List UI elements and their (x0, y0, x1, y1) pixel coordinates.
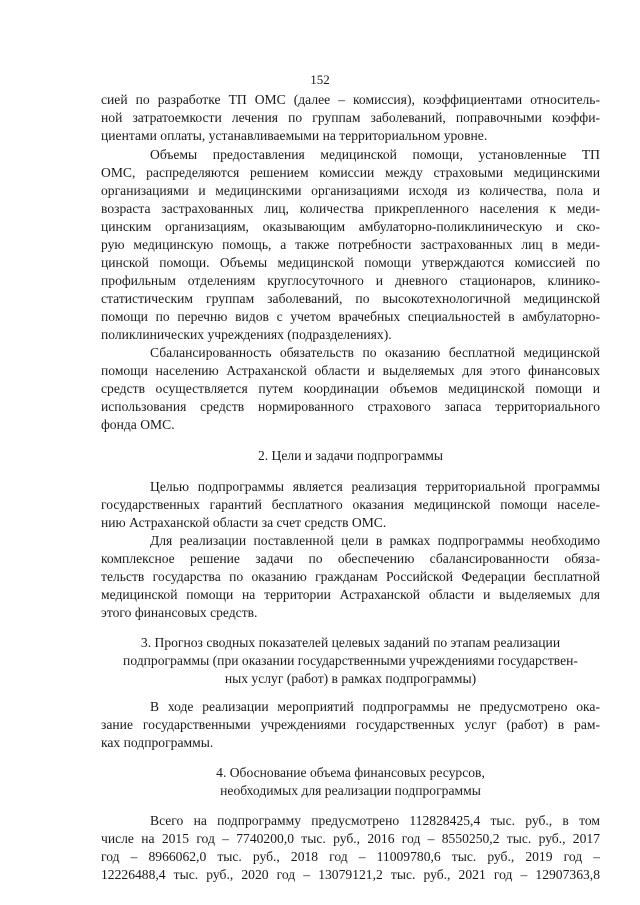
paragraph-line: комплексное решение задачи по обеспечению сбалансированности обяза- (101, 551, 600, 566)
section-heading: подпрограммы (при оказании государственными учреждениями государствен- (123, 653, 578, 668)
paragraph-line: Для реализации поставленной цели в рамках подпрограммы необходимо (150, 533, 600, 548)
paragraph-line: средств осуществляется путем координации объемов медицинской помощи и (101, 381, 600, 396)
paragraph-line: медицинской помощи на территории Астраханской области и выделяемых для (101, 587, 600, 602)
paragraph-line: числе на 2015 год – 7740200,0 тыс. руб., 2016 год – 8550250,2 тыс. руб., 2017 (101, 831, 600, 846)
paragraph-line: циентами оплаты, устанавливаемыми на территориальном уровне. (101, 128, 488, 143)
paragraph-line: помощи по перечню видов с учетом врачебных специальностей в амбулаторно- (101, 309, 600, 324)
section-heading: 4. Обоснование объема финансовых ресурсов, (216, 765, 485, 780)
paragraph-line: Целью подпрограммы является реализация территориальной программы (150, 479, 600, 494)
paragraph-line: зание государственными учреждениями государственных услуг (работ) в рам- (101, 717, 600, 732)
paragraph-line: Объемы предоставления медицинской помощи, установленные ТП (150, 147, 600, 162)
section-heading: 2. Цели и задачи подпрограммы (257, 448, 444, 463)
paragraph-line: ках подпрограммы. (101, 735, 214, 750)
paragraph-line: статистическим группам заболеваний, по высокотехнологичной медицинской (101, 291, 600, 306)
paragraph-line: В ходе реализации мероприятий подпрограммы не предусмотрено ока- (150, 699, 600, 714)
paragraph-line: поликлинических учреждениях (подразделениях). (101, 327, 392, 342)
page-number: 152 (310, 72, 330, 87)
paragraph-line: Всего на подпрограмму предусмотрено 112828425,4 тыс. руб., в том (150, 813, 600, 828)
paragraph-line: цинской помощи. Объемы медицинской помощи утверждаются комиссией по (101, 255, 600, 270)
paragraph-line: профильным отделениям круглосуточного и дневного стационаров, клинико- (101, 273, 600, 288)
paragraph-line: сией по разработке ТП ОМС (далее – комиссия), коэффициентами относитель- (101, 92, 600, 107)
paragraph-line: тельств государства по оказанию гражданам Российской Федерации бесплатной (101, 569, 600, 584)
paragraph-line: организациями и медицинскими организациями исходя из количества, пола и (101, 183, 600, 198)
paragraph-line: ной затратоемкости лечения по группам заболеваний, поправочными коэффи- (101, 110, 600, 125)
paragraph-line: фонда ОМС. (101, 417, 175, 432)
paragraph-line: Сбалансированность обязательств по оказанию бесплатной медицинской (150, 345, 600, 360)
paragraph-line: ОМС, распределяются решением комиссии между страховыми медицинскими (101, 165, 600, 180)
section-heading: необходимых для реализации подпрограммы (220, 783, 481, 798)
paragraph-line: использования средств нормированного страхового запаса территориального (101, 399, 600, 414)
paragraph-line: нию Астраханской области за счет средств ОМС. (101, 515, 387, 530)
paragraph-line: помощи населению Астраханской области и выделяемых для этого финансовых (101, 363, 600, 378)
paragraph-line: год – 8966062,0 тыс. руб., 2018 год – 11009780,6 тыс. руб., 2019 год – (101, 849, 600, 864)
paragraph-line: 12226488,4 тыс. руб., 2020 год – 13079121,2 тыс. руб., 2021 год – 12907363,8 (101, 867, 600, 882)
paragraph-line: рую медицинскую помощь, а также потребности застрахованных лиц в меди- (101, 237, 600, 252)
paragraph-line: государственных гарантий бесплатного оказания медицинской помощи населе- (101, 497, 600, 512)
paragraph-line: цинским организациям, оказывающим амбулаторно-поликлиническую и ско- (101, 219, 600, 234)
paragraph-line: этого финансовых средств. (101, 605, 258, 620)
section-heading: ных услуг (работ) в рамках подпрограммы) (224, 671, 477, 686)
section-heading: 3. Прогноз сводных показателей целевых заданий по этапам реализации (140, 635, 561, 650)
paragraph-line: возраста застрахованных лиц, количества прикрепленного населения к меди- (101, 201, 600, 216)
